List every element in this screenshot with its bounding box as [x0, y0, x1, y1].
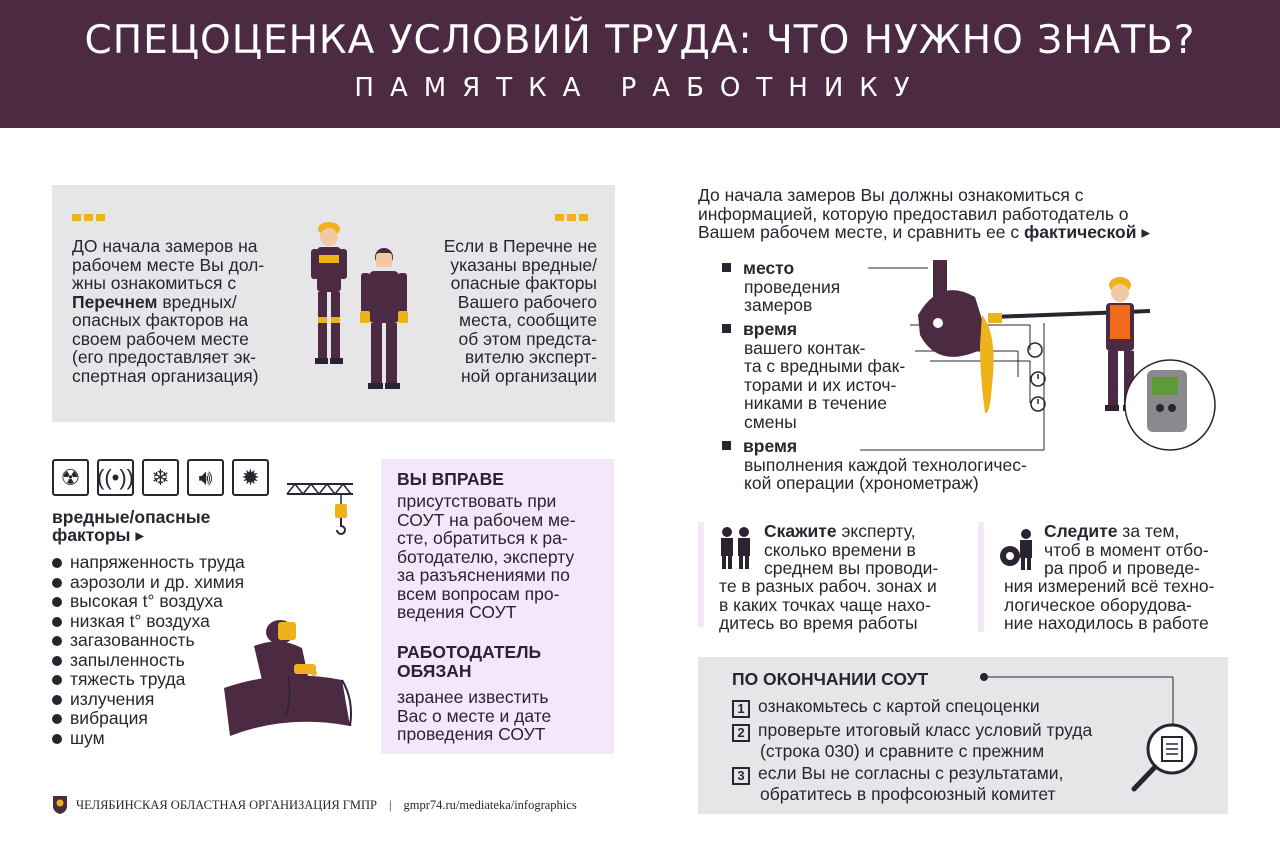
intro-text-right: Если в Перечне не указаны вредные/ опасные факторы Вашего рабочего места, сообщите об этом предста- вителю эксперт- ной организации	[443, 236, 597, 386]
check-item-place: место проведения замеров	[722, 259, 922, 315]
cold-icon: ❄	[142, 459, 179, 496]
list-item: аэрозоли и др. химия	[52, 573, 292, 593]
after-item-1: 1 ознакомьтесь с картой спецоценки	[732, 697, 1132, 718]
rights-heading: ВЫ ВПРАВЕ	[397, 469, 504, 489]
after-item-3: 3 если Вы не согласны с результатами, обратитесь в профсоюзный комитет	[732, 764, 1132, 804]
crane-icon	[285, 476, 355, 538]
hazard-icons-row	[52, 459, 269, 496]
list-item: запыленность	[52, 651, 292, 671]
page-subtitle: ПАМЯТКА РАБОТНИКУ	[354, 73, 926, 103]
square-bullet-icon	[722, 324, 731, 333]
employer-heading: РАБОТОДАТЕЛЬ ОБЯЗАН	[397, 642, 542, 681]
tip-watch-equipment: Следите за тем, чтоб в момент отбо- ра проб и проведе- ния измерений всё техно- логическое оборудова- ние находилось в работе	[978, 522, 1228, 632]
welder-illustration	[222, 618, 357, 743]
footer-url[interactable]: gmpr74.ru/mediateka/infographics	[403, 797, 577, 812]
magnifier-document-icon	[1126, 717, 1206, 797]
employer-text: заранее известить Вас о месте и дате проведения СОУТ	[397, 687, 552, 744]
after-item-2: 2 проверьте итоговый класс условий труда (строка 030) и сравните с прежним	[732, 721, 1132, 761]
square-bullet-icon	[722, 263, 731, 272]
list-item: вибрация	[52, 709, 292, 729]
union-emblem-icon	[52, 795, 68, 815]
list-item: излучения	[52, 690, 292, 710]
factors-heading: вредные/опасные факторы ▸	[52, 507, 211, 545]
foundry-illustration	[820, 255, 1240, 460]
radiation-icon: ☢	[52, 459, 89, 496]
noise-icon: 🔊︎	[187, 459, 224, 496]
perechen-bold: Перечнем	[72, 291, 158, 312]
intro-panel	[52, 185, 615, 422]
square-bullet-icon	[722, 441, 731, 450]
check-item-contact-time: время вашего контак- та с вредными фак- торами и их источ- никами в течение смены	[722, 320, 922, 431]
header-banner	[0, 0, 1280, 128]
footer-org: ЧЕЛЯБИНСКАЯ ОБЛАСТНАЯ ОРГАНИЗАЦИЯ ГМПР	[76, 797, 377, 812]
list-item: высокая t° воздуха	[52, 592, 292, 612]
footer-separator: |	[388, 797, 392, 812]
after-sout-heading: ПО ОКОНЧАНИИ СОУТ	[732, 669, 929, 689]
tip-tell-expert: Скажите эксперту, сколько времени в среднем вы проводи- те в разных рабоч. зонах и в каких точках чаще нахо- дитесь во время работы	[698, 522, 948, 627]
dust-icon: ✹	[232, 459, 269, 496]
list-item: напряженность труда	[52, 553, 292, 573]
workers-group-icon	[716, 524, 756, 570]
right-intro-text: До начала замеров Вы должны ознакомиться с информацией, которую предоставил работодатель о Вашем рабочем месте, и сравнить ее с фактической ▸	[698, 185, 1151, 242]
page-title: СПЕЦОЦЕНКА УСЛОВИЙ ТРУДА: ЧТО НУЖНО ЗНАТЬ?	[84, 18, 1196, 63]
worker-gear-icon	[998, 526, 1042, 570]
accent-dots-right	[555, 214, 588, 221]
list-item: низкая t° воздуха	[52, 612, 292, 632]
rights-panel	[381, 459, 614, 754]
list-item: шум	[52, 729, 292, 749]
footer	[52, 795, 577, 815]
vibration-icon: ((•))	[97, 459, 134, 496]
check-item-operation-time: время выполнения каждой технологичес- кой операции (хронометраж)	[722, 437, 1082, 493]
list-item: загазованность	[52, 631, 292, 651]
list-item: тяжесть труда	[52, 670, 292, 690]
accent-dots-left	[72, 214, 105, 221]
after-sout-panel	[698, 657, 1228, 814]
intro-text-left: ДО начала замеров на рабочем месте Вы дол- жны ознакомиться с Перечнем вредных/ опасных факторов на своем рабочем месте (его предоставляет эк- спертная организация)	[72, 236, 265, 386]
rights-text: присутствовать при СОУТ на рабочем ме- сте, обратиться к ра- ботодателю, эксперту за разъяснениями по всем вопросам про- ведения СОУТ	[397, 491, 576, 622]
